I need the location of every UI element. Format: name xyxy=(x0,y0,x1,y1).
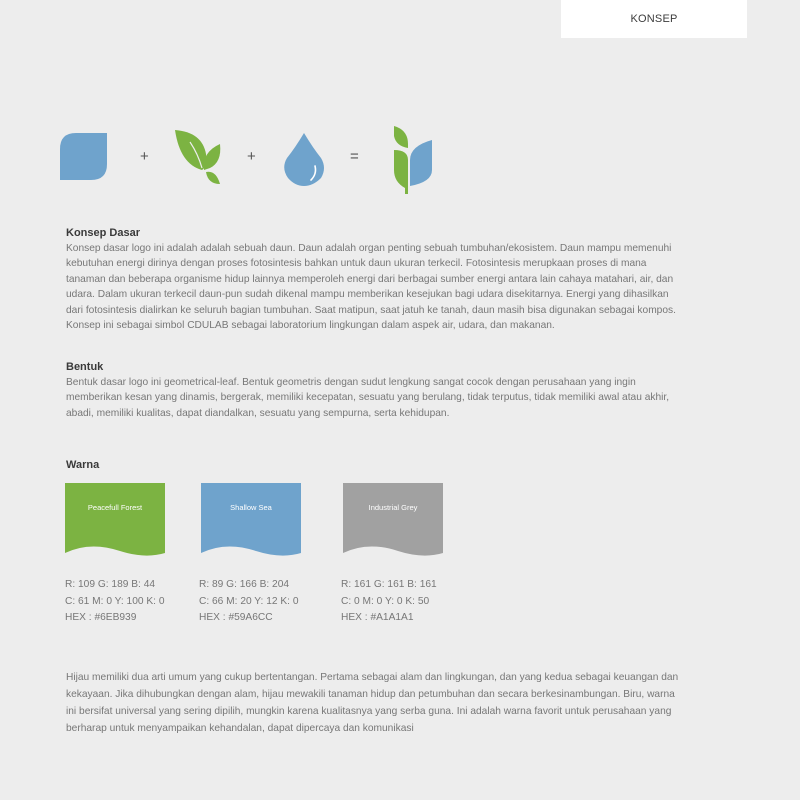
swatch-industrial-grey xyxy=(343,483,443,557)
hex-value: HEX : #59A6CC xyxy=(199,612,273,623)
leaves-icon xyxy=(172,128,222,191)
equals-operator: = xyxy=(350,148,359,165)
cdulab-logo-icon xyxy=(392,126,434,199)
text-line: udara. Dalam ukuran terkecil daun-pun sudah dikenal mampu memberikan kesejukan bagi udara disekitarnya. Energi yang dihasilkan xyxy=(66,289,669,301)
text-line: kebutuhan energi dirinya dengan proses fotosintesis bahkan untuk daun ukuran terkecil. Fotosintesis merupkaan proses di mana xyxy=(66,258,647,270)
plus-operator: + xyxy=(247,148,256,165)
rgb-value: R: 109 G: 189 B: 44 xyxy=(65,579,156,590)
konsep-dasar-section xyxy=(66,225,746,333)
text-line: Bentuk dasar logo ini geometrical-leaf. Bentuk geometris dengan sudut lengkung sangat cocok dengan perusahaan yang ingin xyxy=(66,377,636,388)
swatch-shallow-sea xyxy=(201,483,301,557)
text-line: Konsep ini sebagai simbol CDULAB sebagai laboratorium lingkungan dalam aspek air, udara, dan makanan. xyxy=(66,320,555,332)
warna-section xyxy=(66,457,746,473)
cmyk-value: C: 0 M: 0 Y: 0 K: 50 xyxy=(341,595,430,607)
swatch-label: Peacefull Forest xyxy=(87,503,143,512)
swatch-peacefull-forest xyxy=(65,483,165,557)
cmyk-value: C: 66 M: 20 Y: 12 K: 0 xyxy=(199,595,299,607)
text-line: ini bersifat universal yang sering dipilih, mungkin karena kualitasnya yang serba guna. Ini adalah warna favorit untuk perusahaan yang xyxy=(66,706,672,717)
konsep-tab-label: KONSEP xyxy=(630,13,678,25)
cmyk-value: C: 61 M: 0 Y: 100 K: 0 xyxy=(65,595,165,607)
rounded-square-icon xyxy=(60,133,107,185)
color-description-section xyxy=(66,669,746,737)
plus-operator: + xyxy=(140,148,149,165)
text-line: kekayaan. Jika dihubungkan dengan alam, hijau mewakili tanaman hidup dan petumbuhan dan secara berkesinambungan. Biru, warna xyxy=(66,689,675,700)
text-line: dari fotosintesis dialirkan ke seluruh bagian tumbuhan. Saat matipun, saat jatuh ke tanah, daun masih bisa digunakan sebagai kompos. xyxy=(66,304,676,316)
color-info-blue xyxy=(199,577,298,627)
logo-equation xyxy=(0,0,800,220)
hex-value: HEX : #6EB939 xyxy=(65,612,137,623)
text-line: tanaman dan beberapa organisme hidup lainnya memperoleh energi dari berbagai sumber energi antara lain cahaya matahari, air, dan xyxy=(66,273,674,285)
color-description-paragraph xyxy=(66,669,746,737)
text-line: Hijau memiliki dua arti umum yang cukup bertentangan. Pertama sebagai alam dan lingkungan, dan yang kedua sebagai keuangan dan xyxy=(66,672,679,683)
rgb-value: R: 161 G: 161 B: 161 xyxy=(341,579,437,590)
rgb-value: R: 89 G: 166 B: 204 xyxy=(199,579,290,590)
section-title: Warna xyxy=(66,459,100,471)
text-line: memberikan kesan yang dinamis, bergerak, memiliki kecepatan, sesuatu yang berulang, tidak terputus, tidak memiliki awal atau akhir, xyxy=(66,392,670,404)
text-line: abadi, memiliki kualitas, dapat diandalkan, sesuatu yang sempurna, serta kehidupan. xyxy=(66,407,450,419)
bentuk-paragraph xyxy=(66,375,746,421)
section-title: Bentuk xyxy=(66,361,104,373)
text-line: berharap untuk menyampaikan kehandalan, dapat dipercaya dan komunikasi xyxy=(66,723,414,734)
konsep-dasar-paragraph xyxy=(66,241,746,333)
section-title: Konsep Dasar xyxy=(66,227,140,239)
bentuk-section xyxy=(66,359,746,421)
water-drop-icon xyxy=(283,132,325,191)
hex-value: HEX : #A1A1A1 xyxy=(341,612,414,623)
swatch-label: Industrial Grey xyxy=(368,503,418,512)
text-line: Konsep dasar logo ini adalah adalah sebuah daun. Daun adalah organ penting sebuah tumbuhan/ekosistem. Daun mampu memenuhi xyxy=(66,243,672,254)
swatch-label: Shallow Sea xyxy=(230,503,272,512)
color-info-grey xyxy=(341,577,437,627)
color-info-green xyxy=(65,577,164,627)
